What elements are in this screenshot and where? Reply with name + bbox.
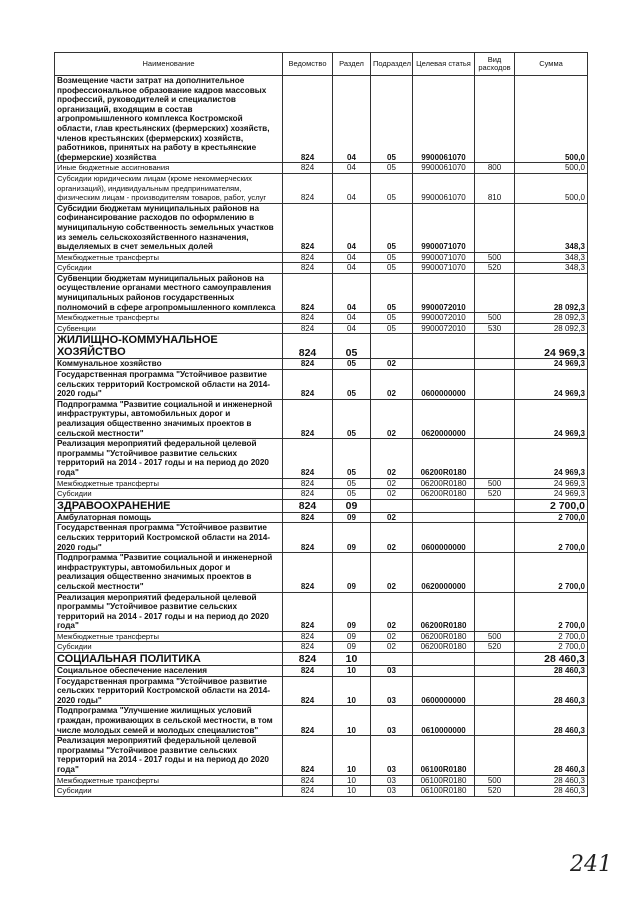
- table-row: [55, 676, 588, 706]
- cell-sec: 05: [333, 439, 371, 478]
- cell-dept: 824: [283, 203, 333, 252]
- col-header-name: Наименование: [55, 53, 283, 76]
- cell-sub: 05: [371, 313, 413, 324]
- cell-sec: 04: [333, 76, 371, 163]
- cell-vr: [475, 273, 515, 312]
- col-header-dept: Ведомство: [283, 53, 333, 76]
- cell-dept: 824: [283, 736, 333, 775]
- cell-sub: [371, 499, 413, 512]
- cell-vr: [475, 676, 515, 706]
- cell-sub: 05: [371, 163, 413, 174]
- cell-dept: 824: [283, 323, 333, 334]
- cell-vr: [475, 203, 515, 252]
- col-header-expense-type: Вид расходов: [475, 53, 515, 76]
- cell-sum: 2 700,0: [515, 499, 588, 512]
- table-header-row: [55, 53, 588, 76]
- cell-name: Иные бюджетные ассигнования: [55, 163, 283, 174]
- cell-name: Государственная программа "Устойчивое развитие сельских территорий Костромской области на 2014-2020 годы": [55, 523, 283, 553]
- table-row: [55, 252, 588, 263]
- cell-sum: 348,3: [515, 252, 588, 263]
- budget-table: [54, 52, 588, 797]
- cell-name: Подпрограмма "Развитие социальной и инженерной инфраструктуры, автомобильных дорог и реализация общественно значимых проектов в сельской местности": [55, 399, 283, 438]
- cell-sub: 03: [371, 775, 413, 786]
- cell-sec: 10: [333, 676, 371, 706]
- cell-target: 06100R0180: [413, 786, 475, 797]
- cell-name: Субвенции бюджетам муниципальных районов на осуществление органами местного самоуправления муниципальных районов государственных полномочий в сфере агропромышленного комплекса: [55, 273, 283, 312]
- cell-sub: 02: [371, 359, 413, 370]
- page-number: 241: [570, 852, 612, 877]
- cell-dept: 824: [283, 273, 333, 312]
- cell-dept: 824: [283, 631, 333, 642]
- cell-vr: 800: [475, 163, 515, 174]
- table-row: [55, 512, 588, 523]
- cell-name: Коммунальное хозяйство: [55, 359, 283, 370]
- cell-sec: 10: [333, 666, 371, 677]
- table-row: [55, 334, 588, 359]
- cell-sum: 2 700,0: [515, 512, 588, 523]
- table-row: [55, 203, 588, 252]
- table-row: [55, 439, 588, 478]
- cell-target: 06200R0180: [413, 439, 475, 478]
- cell-sum: 28 092,3: [515, 313, 588, 324]
- cell-sec: 10: [333, 706, 371, 736]
- cell-vr: [475, 523, 515, 553]
- cell-target: 9900061070: [413, 173, 475, 203]
- cell-sub: 03: [371, 666, 413, 677]
- cell-sub: [371, 334, 413, 359]
- cell-sum: 28 460,3: [515, 653, 588, 666]
- cell-sub: 05: [371, 252, 413, 263]
- cell-sec: 09: [333, 642, 371, 653]
- cell-sum: 24 969,3: [515, 439, 588, 478]
- table-body: [55, 76, 588, 797]
- cell-sub: 02: [371, 512, 413, 523]
- cell-sec: 05: [333, 370, 371, 400]
- cell-sub: 05: [371, 203, 413, 252]
- cell-dept: 824: [283, 163, 333, 174]
- cell-dept: 824: [283, 642, 333, 653]
- table-row: [55, 775, 588, 786]
- cell-vr: 500: [475, 313, 515, 324]
- cell-sec: 09: [333, 512, 371, 523]
- cell-target: 9900072010: [413, 323, 475, 334]
- cell-target: 0620000000: [413, 399, 475, 438]
- cell-name: Субвенции: [55, 323, 283, 334]
- cell-target: [413, 499, 475, 512]
- cell-sum: 2 700,0: [515, 631, 588, 642]
- cell-sum: 24 969,3: [515, 478, 588, 489]
- table-row: [55, 786, 588, 797]
- cell-name: Государственная программа "Устойчивое развитие сельских территорий Костромской области на 2014-2020 годы": [55, 676, 283, 706]
- cell-dept: 824: [283, 666, 333, 677]
- cell-target: 9900071070: [413, 252, 475, 263]
- cell-sec: 09: [333, 499, 371, 512]
- cell-target: 0600000000: [413, 370, 475, 400]
- table-row: [55, 163, 588, 174]
- cell-vr: [475, 399, 515, 438]
- cell-name: Возмещение части затрат на дополнительное профессиональное образование кадров массовых профессий, руководителей и специалистов организаций, входящим в состав агропромышленного комплекса Костромской области, глав крестьянских (фермерских) хозяйств, членов крестьянских (фермерских) хозяйств, работников, принятых на работу в крестьянские (фермерские) хозяйства: [55, 76, 283, 163]
- cell-name: Субсидии: [55, 786, 283, 797]
- table-row: [55, 553, 588, 592]
- cell-sec: 04: [333, 263, 371, 274]
- cell-vr: [475, 359, 515, 370]
- cell-target: [413, 334, 475, 359]
- table-row: [55, 523, 588, 553]
- cell-target: 9900071070: [413, 203, 475, 252]
- cell-name: Государственная программа "Устойчивое развитие сельских территорий Костромской области на 2014-2020 годы": [55, 370, 283, 400]
- cell-dept: 824: [283, 359, 333, 370]
- cell-sec: 05: [333, 399, 371, 438]
- col-header-subsection: Подраздел: [371, 53, 413, 76]
- cell-sum: 348,3: [515, 203, 588, 252]
- cell-dept: 824: [283, 512, 333, 523]
- cell-sec: 10: [333, 653, 371, 666]
- cell-sec: 09: [333, 523, 371, 553]
- cell-sum: 24 969,3: [515, 370, 588, 400]
- cell-name: Подпрограмма "Развитие социальной и инженерной инфраструктуры, автомобильных дорог и реализация общественно значимых проектов в сельской местности": [55, 553, 283, 592]
- cell-vr: 520: [475, 263, 515, 274]
- cell-dept: 824: [283, 263, 333, 274]
- cell-dept: 824: [283, 592, 333, 631]
- cell-sub: 02: [371, 439, 413, 478]
- table-row: [55, 313, 588, 324]
- cell-name: Межбюджетные трансферты: [55, 252, 283, 263]
- cell-sum: 24 969,3: [515, 334, 588, 359]
- cell-vr: [475, 736, 515, 775]
- cell-sub: 02: [371, 523, 413, 553]
- table-row: [55, 499, 588, 512]
- cell-vr: 520: [475, 786, 515, 797]
- cell-dept: 824: [283, 439, 333, 478]
- cell-sum: 500,0: [515, 76, 588, 163]
- cell-name: Субсидии: [55, 642, 283, 653]
- cell-sec: 09: [333, 631, 371, 642]
- cell-vr: [475, 653, 515, 666]
- cell-sec: 09: [333, 592, 371, 631]
- cell-sub: 05: [371, 263, 413, 274]
- cell-sec: 04: [333, 313, 371, 324]
- cell-sub: 02: [371, 399, 413, 438]
- table-row: [55, 666, 588, 677]
- cell-sub: 05: [371, 173, 413, 203]
- cell-sub: 03: [371, 786, 413, 797]
- cell-vr: 810: [475, 173, 515, 203]
- cell-dept: 824: [283, 499, 333, 512]
- table-row: [55, 642, 588, 653]
- cell-name: Амбулаторная помощь: [55, 512, 283, 523]
- cell-sec: 04: [333, 173, 371, 203]
- cell-sub: 03: [371, 736, 413, 775]
- table-row: [55, 323, 588, 334]
- cell-sub: 03: [371, 706, 413, 736]
- cell-target: 9900061070: [413, 76, 475, 163]
- cell-sub: 05: [371, 273, 413, 312]
- cell-vr: [475, 76, 515, 163]
- cell-vr: [475, 512, 515, 523]
- cell-dept: 824: [283, 478, 333, 489]
- cell-dept: 824: [283, 370, 333, 400]
- table-row: [55, 173, 588, 203]
- cell-sum: 28 092,3: [515, 323, 588, 334]
- cell-vr: 530: [475, 323, 515, 334]
- cell-sub: 02: [371, 478, 413, 489]
- cell-sec: 04: [333, 323, 371, 334]
- cell-sub: 02: [371, 553, 413, 592]
- cell-sub: 02: [371, 592, 413, 631]
- cell-dept: 824: [283, 173, 333, 203]
- cell-name: Субсидии юридическим лицам (кроме некоммерческих организаций), индивидуальным предпринимателям, физическим лицам - производителям товаров, работ, услуг: [55, 173, 283, 203]
- cell-sec: 10: [333, 775, 371, 786]
- cell-target: 9900071070: [413, 263, 475, 274]
- cell-sec: 05: [333, 489, 371, 500]
- cell-name: ЖИЛИЩНО-КОММУНАЛЬНОЕ ХОЗЯЙСТВО: [55, 334, 283, 359]
- cell-vr: [475, 592, 515, 631]
- cell-sum: 500,0: [515, 163, 588, 174]
- cell-dept: 824: [283, 334, 333, 359]
- cell-vr: [475, 553, 515, 592]
- cell-sub: [371, 653, 413, 666]
- cell-sum: 348,3: [515, 263, 588, 274]
- cell-vr: [475, 706, 515, 736]
- cell-sum: 24 969,3: [515, 489, 588, 500]
- cell-sum: 24 969,3: [515, 399, 588, 438]
- cell-sub: 05: [371, 76, 413, 163]
- table-row: [55, 631, 588, 642]
- cell-vr: [475, 666, 515, 677]
- table-row: [55, 273, 588, 312]
- cell-dept: 824: [283, 489, 333, 500]
- table-row: [55, 478, 588, 489]
- cell-sum: 28 460,3: [515, 786, 588, 797]
- cell-target: 0600000000: [413, 676, 475, 706]
- cell-target: 06200R0180: [413, 642, 475, 653]
- col-header-section: Раздел: [333, 53, 371, 76]
- cell-target: 0620000000: [413, 553, 475, 592]
- cell-name: Реализация мероприятий федеральной целевой программы "Устойчивое развитие сельских территорий на 2014 - 2017 годы и на период до 2020 года": [55, 592, 283, 631]
- cell-target: [413, 512, 475, 523]
- cell-dept: 824: [283, 653, 333, 666]
- cell-sum: 24 969,3: [515, 359, 588, 370]
- cell-vr: [475, 334, 515, 359]
- cell-name: Межбюджетные трансферты: [55, 775, 283, 786]
- col-header-sum: Сумма: [515, 53, 588, 76]
- cell-name: Подпрограмма "Улучшение жилищных условий граждан, проживающих в сельской местности, в том числе молодых семей и молодых специалистов": [55, 706, 283, 736]
- cell-target: 9900072010: [413, 313, 475, 324]
- cell-name: Межбюджетные трансферты: [55, 631, 283, 642]
- cell-vr: [475, 439, 515, 478]
- cell-dept: 824: [283, 706, 333, 736]
- cell-name: Межбюджетные трансферты: [55, 313, 283, 324]
- cell-sum: 28 092,3: [515, 273, 588, 312]
- cell-sec: 05: [333, 359, 371, 370]
- cell-target: 9900061070: [413, 163, 475, 174]
- cell-target: 06100R0180: [413, 736, 475, 775]
- cell-sub: 02: [371, 370, 413, 400]
- cell-sub: 05: [371, 323, 413, 334]
- cell-target: [413, 359, 475, 370]
- cell-vr: [475, 499, 515, 512]
- cell-vr: 520: [475, 489, 515, 500]
- cell-sub: 02: [371, 489, 413, 500]
- table-row: [55, 359, 588, 370]
- table-row: [55, 399, 588, 438]
- table-row: [55, 653, 588, 666]
- cell-sum: 28 460,3: [515, 736, 588, 775]
- cell-name: Субсидии: [55, 263, 283, 274]
- cell-target: [413, 653, 475, 666]
- cell-sec: 10: [333, 786, 371, 797]
- col-header-target: Целевая статья: [413, 53, 475, 76]
- cell-target: 06200R0180: [413, 592, 475, 631]
- cell-name: Субсидии бюджетам муниципальных районов на софинансирование расходов по оформлению в муниципальную собственность земельных участков из земель сельскохозяйственного назначения, выделяемых в счет земельных долей: [55, 203, 283, 252]
- cell-sec: 09: [333, 553, 371, 592]
- cell-target: [413, 666, 475, 677]
- cell-sum: 500,0: [515, 173, 588, 203]
- cell-dept: 824: [283, 775, 333, 786]
- table-row: [55, 76, 588, 163]
- cell-target: 06200R0180: [413, 631, 475, 642]
- cell-dept: 824: [283, 313, 333, 324]
- cell-sec: 05: [333, 334, 371, 359]
- cell-name: Реализация мероприятий федеральной целевой программы "Устойчивое развитие сельских территорий на 2014 - 2017 годы и на период до 2020 года": [55, 736, 283, 775]
- cell-target: 06200R0180: [413, 489, 475, 500]
- cell-name: СОЦИАЛЬНАЯ ПОЛИТИКА: [55, 653, 283, 666]
- table-row: [55, 489, 588, 500]
- table-row: [55, 370, 588, 400]
- cell-vr: [475, 370, 515, 400]
- table-row: [55, 263, 588, 274]
- cell-sum: 2 700,0: [515, 523, 588, 553]
- cell-target: 0610000000: [413, 706, 475, 736]
- cell-sub: 02: [371, 631, 413, 642]
- cell-sub: 02: [371, 642, 413, 653]
- cell-target: 9900072010: [413, 273, 475, 312]
- cell-dept: 824: [283, 553, 333, 592]
- cell-dept: 824: [283, 399, 333, 438]
- cell-target: 06200R0180: [413, 478, 475, 489]
- cell-sec: 04: [333, 252, 371, 263]
- cell-sub: 03: [371, 676, 413, 706]
- cell-sum: 2 700,0: [515, 553, 588, 592]
- cell-target: 06100R0180: [413, 775, 475, 786]
- cell-vr: 520: [475, 642, 515, 653]
- cell-dept: 824: [283, 252, 333, 263]
- cell-name: Реализация мероприятий федеральной целевой программы "Устойчивое развитие сельских территорий на 2014 - 2017 годы и на период до 2020 года": [55, 439, 283, 478]
- cell-name: Субсидии: [55, 489, 283, 500]
- cell-vr: 500: [475, 478, 515, 489]
- cell-dept: 824: [283, 523, 333, 553]
- cell-vr: 500: [475, 775, 515, 786]
- cell-name: Социальное обеспечение населения: [55, 666, 283, 677]
- cell-vr: 500: [475, 631, 515, 642]
- cell-sec: 04: [333, 203, 371, 252]
- cell-sec: 04: [333, 273, 371, 312]
- table-row: [55, 736, 588, 775]
- cell-sum: 28 460,3: [515, 666, 588, 677]
- cell-vr: 500: [475, 252, 515, 263]
- cell-sec: 10: [333, 736, 371, 775]
- cell-dept: 824: [283, 786, 333, 797]
- cell-sum: 2 700,0: [515, 642, 588, 653]
- cell-dept: 824: [283, 76, 333, 163]
- cell-sum: 28 460,3: [515, 706, 588, 736]
- cell-name: ЗДРАВООХРАНЕНИЕ: [55, 499, 283, 512]
- cell-sum: 28 460,3: [515, 775, 588, 786]
- cell-sum: 2 700,0: [515, 592, 588, 631]
- cell-sum: 28 460,3: [515, 676, 588, 706]
- table-row: [55, 592, 588, 631]
- cell-sec: 05: [333, 478, 371, 489]
- table-row: [55, 706, 588, 736]
- cell-dept: 824: [283, 676, 333, 706]
- cell-sec: 04: [333, 163, 371, 174]
- cell-name: Межбюджетные трансферты: [55, 478, 283, 489]
- cell-target: 0600000000: [413, 523, 475, 553]
